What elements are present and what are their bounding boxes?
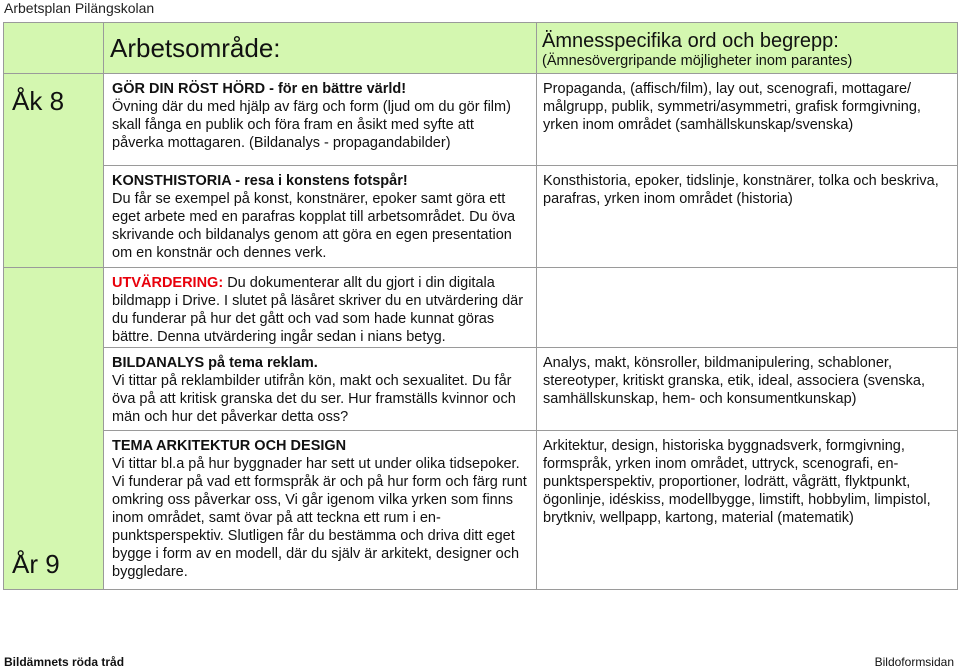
words-cell (537, 431, 958, 590)
area-heading: KONSTHISTORIA - resa i konstens fotspår! (112, 173, 408, 189)
footer-right-text: Bildoformsidan (874, 655, 954, 669)
area-cell (104, 431, 537, 590)
words-column-subtitle: (Ämnesövergripande möjligheter inom parantes) (542, 53, 853, 69)
area-body: Vi tittar bl.a på hur byggnader har sett ut under olika tidsepoker. Vi funderar på vad ett formspråk är och på hur form och färg runt omkring oss påverkar oss, Vi går igenom vilka yrken som finns inom området, samt övar på att teckna ett rum i en-punktsperspektiv. Slutligen får du bestämma och driva ditt eget bygge i form av en modell, där du själv är arkitekt, designer och byggledare. (112, 456, 527, 580)
area-column-title: Arbetsområde: (110, 33, 281, 63)
table-row (4, 166, 958, 268)
year-label-8: Åk 8 (12, 86, 65, 116)
table-row-year-9 (4, 268, 958, 348)
words-text: Arkitektur, design, historiska byggnadsverk, formgivning, formspråk, yrken inom området, uttryck, scenografi, en-punktsperspektiv, proportioner, lodrätt, vågrätt, flyktpunkt, ögonlinje, idéskiss, modellbygge, limstift, hobbylim, limpistol, brytkniv, wellpapp, kartong, material (matematik) (543, 438, 931, 526)
area-heading: GÖR DIN RÖST HÖRD - för en bättre värld! (112, 81, 407, 97)
year-cell-8 (4, 74, 104, 268)
year-label-9: År 9 (12, 549, 60, 579)
words-text: Analys, makt, könsroller, bildmanipulering, schabloner, stereotyper, kritiskt granska, etik, ideal, associera (svenska, samhällskunskap, hem- och konsumentkunskap) (543, 355, 925, 407)
table-row (4, 431, 958, 590)
words-cell (537, 166, 958, 268)
area-cell (104, 166, 537, 268)
words-cell (537, 348, 958, 431)
words-text: Propaganda, (affisch/film), lay out, scenografi, mottagare/ målgrupp, publik, symmetri/asymmetri, grafisk formgivning, yrken inom området (samhällskunskap/svenska) (543, 81, 921, 133)
header-row (4, 23, 958, 74)
table-row-year-8 (4, 74, 958, 166)
area-heading: BILDANALYS på tema reklam. (112, 355, 318, 371)
words-text (537, 268, 957, 274)
evaluation-heading: UTVÄRDERING: (112, 275, 224, 291)
words-cell (537, 268, 958, 348)
words-column-title: Ämnesspecifika ord och begrepp: (542, 30, 839, 52)
area-cell (104, 348, 537, 431)
header-corner-cell (4, 23, 104, 74)
table-row (4, 348, 958, 431)
words-text: Konsthistoria, epoker, tidslinje, konstnärer, tolka och beskriva, parafras, yrken inom området (historia) (543, 173, 939, 207)
words-cell (537, 74, 958, 166)
area-body: Övning där du med hjälp av färg och form (ljud om du gör film) skall fånga en publik och föra fram en åsikt med syfte att påverka mottagaren. (Bildanalys - propagandabilder) (112, 99, 511, 151)
area-heading: TEMA ARKITEKTUR OCH DESIGN (112, 438, 347, 454)
header-area-cell (104, 23, 537, 74)
area-body: Du dokumenterar allt du gjort i din digitala bildmapp i Drive. I slutet på läsåret skriver du en utvärdering där du funderar på hur det gått och vad som hade kunnat göras bättre. Denna utvärdering ingår sedan i nians betyg. (112, 275, 524, 345)
area-cell (104, 74, 537, 166)
header-words-cell (537, 23, 958, 74)
area-body: Du får se exempel på konst, konstnärer, epoker samt göra ett eget arbete med en parafras kopplat till arbetsområdet. Du öva skrivande och bildanalys genom att göra en egen presentation om en konstnär och dennes verk. (112, 191, 516, 261)
area-body: Vi tittar på reklambilder utifrån kön, makt och sexualitet. Du får öva på att kritisk granska det du ser. Hur framställs kvinnor och män och hur det påverkar detta oss? (112, 373, 516, 425)
footer-left-text: Bildämnets röda tråd (4, 655, 125, 669)
work-plan-table (3, 22, 958, 590)
year-cell-9 (4, 268, 104, 590)
area-cell (104, 268, 537, 348)
document-title: Arbetsplan Pilängskolan (4, 0, 155, 16)
